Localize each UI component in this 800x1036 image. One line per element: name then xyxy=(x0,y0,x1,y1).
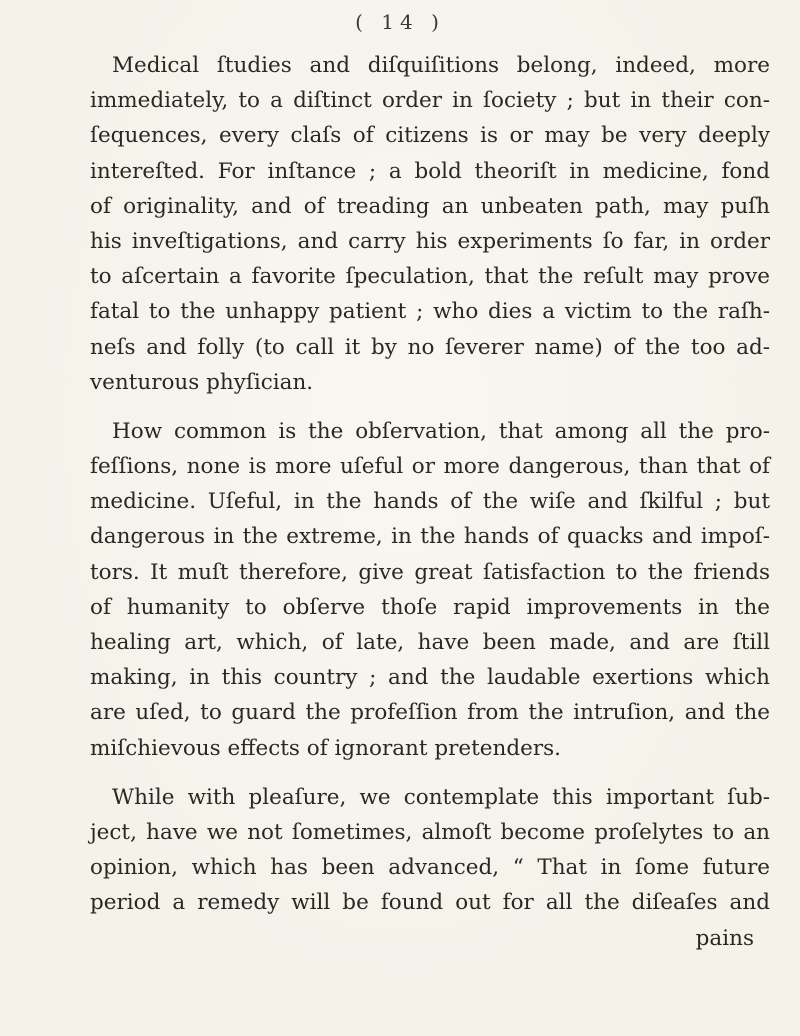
text-line: medicine. Uſeful, in the hands of the wiſe and ſkilful ; but xyxy=(90,489,770,515)
text-line: making, in this country ; and the laudable exertions which xyxy=(90,665,770,691)
text-line: intereſted. For inſtance ; a bold theoriſt in medicine, fond xyxy=(90,158,770,184)
text-line: ſequences, every claſs of citizens is or may be very deeply xyxy=(90,123,770,149)
text-line: miſchievous effects of ignorant pretenders. xyxy=(90,735,561,761)
paragraph-2 xyxy=(90,414,770,766)
text-line: healing art, which, of late, have been made, and are ſtill xyxy=(90,630,770,655)
text-line: to aſcertain a favorite ſpeculation, that the reſult may prove xyxy=(90,264,770,290)
catchword: pains xyxy=(695,925,754,951)
text-line: ject, have we not ſometimes, almoſt become proſelytes to an xyxy=(90,819,770,845)
text-line: his inveſtigations, and carry his experiments ſo far, in order xyxy=(90,228,770,254)
text-line: While with pleaſure, we contemplate this important ſub- xyxy=(112,784,770,810)
paragraph-3 xyxy=(90,780,770,956)
text-line: feſſions, none is more uſeful or more dangerous, than that of xyxy=(90,454,770,480)
text-line: Medical ſtudies and diſquiſitions belong, indeed, more xyxy=(112,53,770,78)
text-line: tors. It muſt therefore, give great ſatisfaction to the friends xyxy=(90,559,770,585)
text-line: fatal to the unhappy patient ; who dies a victim to the raſh- xyxy=(90,299,770,325)
paragraph-1 xyxy=(90,48,770,400)
text-line: How common is the obſervation, that among all the pro- xyxy=(112,418,770,444)
body-text xyxy=(90,48,770,956)
page-number: ( 14 ) xyxy=(355,10,445,34)
text-line: are uſed, to guard the profeſſion from the intruſion, and the xyxy=(90,700,770,726)
text-line: venturous phyſician. xyxy=(90,369,314,395)
text-line: of humanity to obſerve thoſe rapid improvements in the xyxy=(90,594,770,620)
text-line: opinion, which has been advanced, “ That in ſome future xyxy=(90,855,770,881)
text-line: period a remedy will be found out for all the diſeaſes and xyxy=(90,890,770,916)
text-line: immediately, to a diſtinct order in ſociety ; but in their con- xyxy=(90,88,770,114)
text-line: neſs and folly (to call it by no ſeverer name) of the too ad- xyxy=(90,334,770,360)
text-line: dangerous in the extreme, in the hands of quacks and impoſ- xyxy=(90,524,770,550)
text-line: of originality, and of treading an unbeaten path, may puſh xyxy=(90,193,770,219)
